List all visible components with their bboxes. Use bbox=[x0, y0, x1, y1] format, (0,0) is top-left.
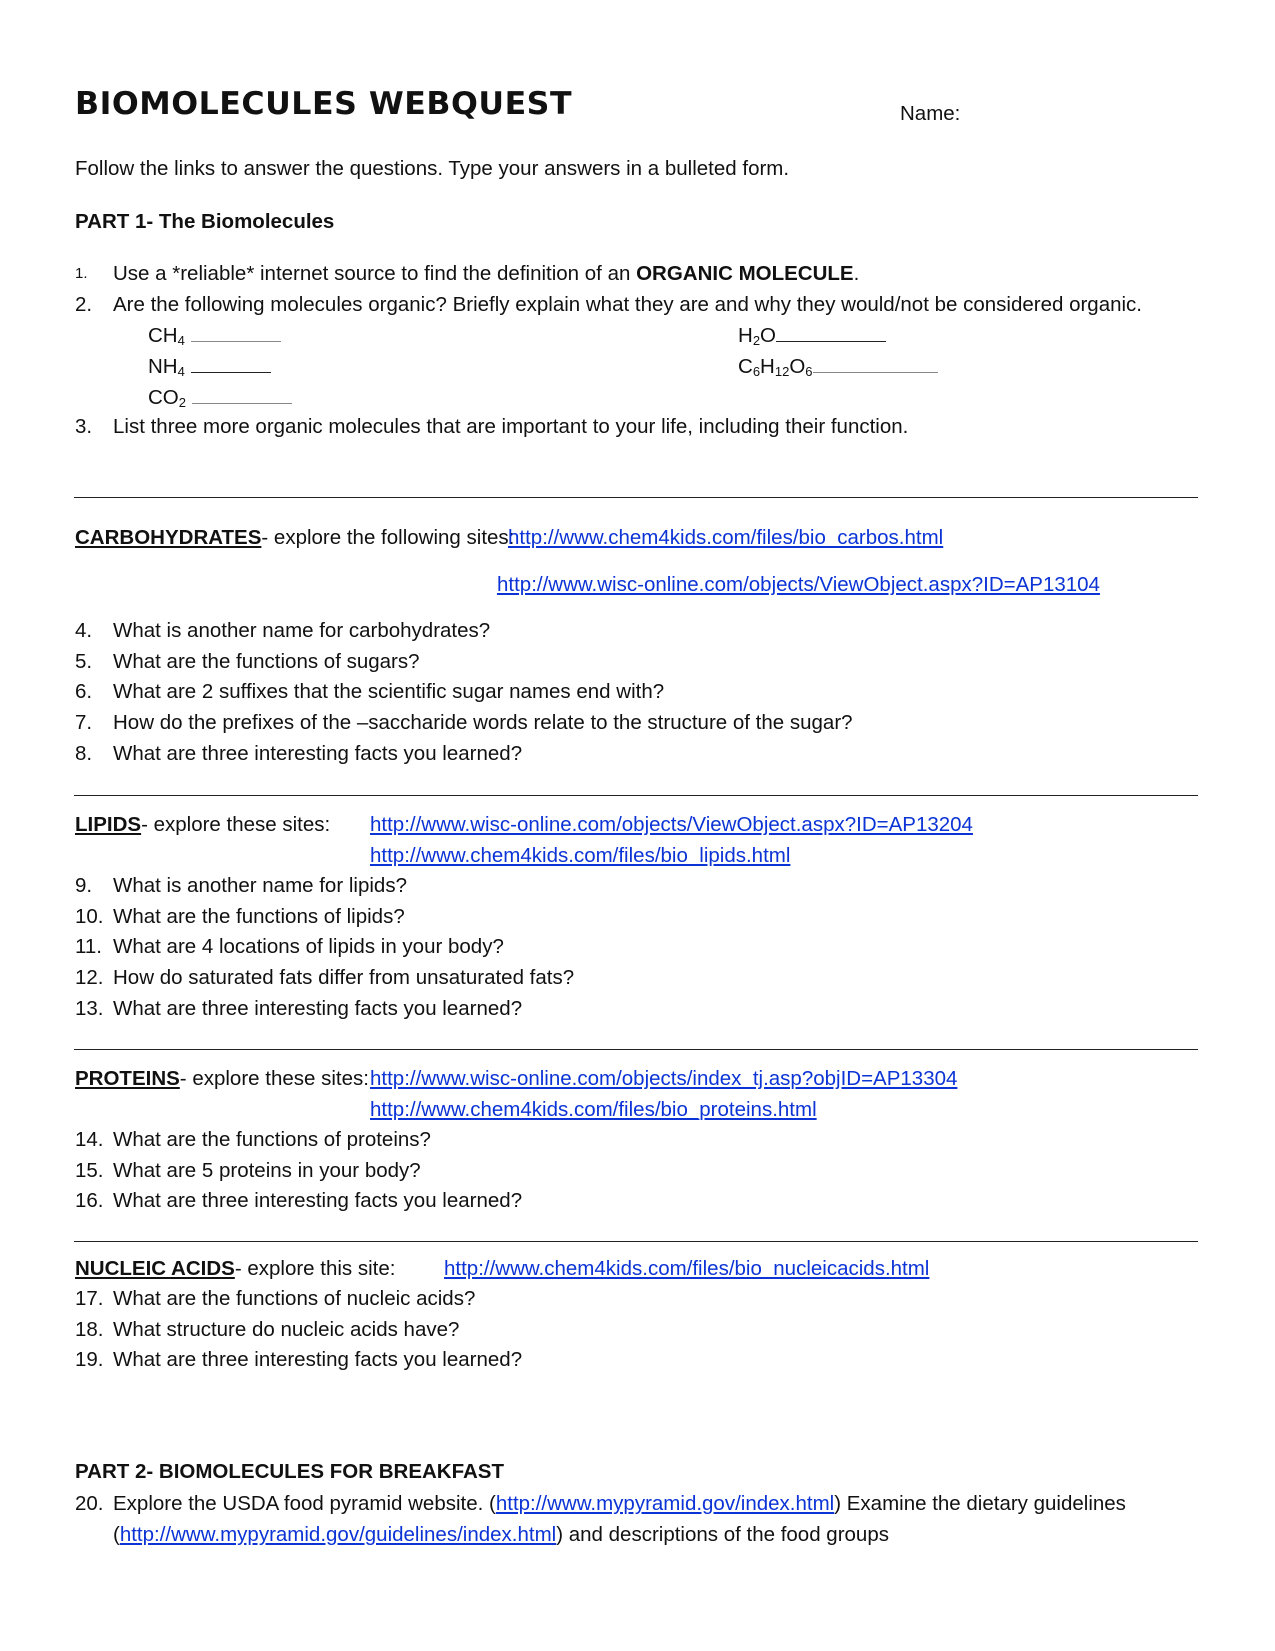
question-text: What structure do nucleic acids have? bbox=[113, 1317, 460, 1341]
molecule-h2o: $H_2O$ bbox=[738, 323, 886, 348]
question-text: What are 4 locations of lipids in your body? bbox=[113, 935, 504, 959]
answer-blank[interactable] bbox=[192, 385, 292, 404]
answer-blank[interactable] bbox=[776, 323, 886, 342]
question-text: What are the functions of lipids? bbox=[113, 904, 405, 928]
lipids-link-chem4kids[interactable]: http://www.chem4kids.com/files/bio_lipids.html bbox=[370, 844, 791, 867]
question-text: What is another name for carbohydrates? bbox=[113, 619, 491, 642]
question-number: 18. bbox=[75, 1317, 104, 1341]
question-text: How do the prefixes of the –saccharide words relate to the structure of the sugar? bbox=[113, 711, 853, 735]
question-number: 2. bbox=[75, 293, 93, 316]
proteins-link-wisc[interactable]: http://www.wisc-online.com/objects/index_tj.asp?objID=AP13304 bbox=[370, 1067, 958, 1090]
molecule-glucose: $C_6H_{12}O_6$ bbox=[738, 354, 938, 379]
question-text: What are three interesting facts you learned? bbox=[113, 741, 523, 765]
question-number: 13. bbox=[75, 996, 104, 1020]
lipids-header: LIPIDS- explore these sites: bbox=[75, 813, 331, 836]
question-number: 20. bbox=[75, 1492, 104, 1515]
question-number: 10. bbox=[75, 904, 104, 928]
section-divider bbox=[74, 1049, 1198, 1050]
carbohydrates-header: CARBOHYDRATES- explore the following sites: bbox=[75, 526, 515, 549]
molecule-ch4: $CH_4$ bbox=[148, 323, 281, 348]
question-number: 16. bbox=[75, 1189, 104, 1213]
question-text: What are three interesting facts you learned? bbox=[113, 1348, 523, 1372]
page-title: BIOMOLECULES WEBQUEST bbox=[75, 86, 573, 122]
question-number: 15. bbox=[75, 1158, 104, 1182]
question-number: 7. bbox=[75, 711, 93, 735]
question-text: List three more organic molecules that are important to your life, including their function. bbox=[113, 415, 909, 438]
question-number: 12. bbox=[75, 966, 104, 990]
lipids-title: LIPIDS bbox=[75, 813, 142, 836]
section-divider bbox=[74, 795, 1198, 796]
answer-blank[interactable] bbox=[813, 354, 938, 373]
question-number: 1. bbox=[75, 265, 88, 282]
mypyramid-guidelines-link[interactable]: http://www.mypyramid.gov/guidelines/index.html bbox=[119, 1523, 557, 1546]
question-text: What are 5 proteins in your body? bbox=[113, 1158, 421, 1182]
question-number: 5. bbox=[75, 649, 93, 673]
part2-heading: PART 2- BIOMOLECULES FOR BREAKFAST bbox=[75, 1460, 504, 1483]
molecule-nh4: $NH_4$ bbox=[148, 354, 271, 379]
question-text: What are three interesting facts you learned? bbox=[113, 996, 523, 1020]
question-number: 8. bbox=[75, 741, 93, 765]
question-text: What are three interesting facts you learned? bbox=[113, 1189, 523, 1213]
question-text: What are the functions of nucleic acids? bbox=[113, 1287, 476, 1310]
question-text: What are the functions of proteins? bbox=[113, 1128, 431, 1151]
answer-blank[interactable] bbox=[191, 354, 271, 373]
carbohydrates-link-chem4kids[interactable]: http://www.chem4kids.com/files/bio_carbos.html bbox=[508, 526, 944, 549]
question-text: What are 2 suffixes that the scientific sugar names end with? bbox=[113, 680, 665, 704]
name-label: Name: bbox=[900, 102, 961, 125]
question-text-line2: (http://www.mypyramid.gov/guidelines/index.html) and descriptions of the food groups bbox=[113, 1523, 889, 1546]
mypyramid-index-link[interactable]: http://www.mypyramid.gov/index.html bbox=[495, 1492, 835, 1515]
question-number: 17. bbox=[75, 1287, 104, 1310]
nucleic-acids-link-chem4kids[interactable]: http://www.chem4kids.com/files/bio_nucleicacids.html bbox=[444, 1257, 930, 1280]
question-text: What are the functions of sugars? bbox=[113, 649, 420, 673]
section-divider bbox=[74, 497, 1198, 498]
question-text-line1: Explore the USDA food pyramid website. (http://www.mypyramid.gov/index.html) Examine the dietary guidelines bbox=[113, 1492, 1126, 1515]
answer-blank[interactable] bbox=[191, 323, 281, 342]
molecule-co2: $CO_2$ bbox=[148, 385, 292, 410]
question-number: 6. bbox=[75, 680, 93, 704]
organic-molecule-term: ORGANIC MOLECULE bbox=[636, 262, 854, 285]
proteins-link-chem4kids[interactable]: http://www.chem4kids.com/files/bio_proteins.html bbox=[370, 1098, 817, 1121]
proteins-header: PROTEINS- explore these sites: bbox=[75, 1067, 369, 1090]
nucleic-acids-title: NUCLEIC ACIDS bbox=[75, 1257, 235, 1280]
nucleic-acids-header: NUCLEIC ACIDS- explore this site: bbox=[75, 1257, 396, 1280]
part1-heading: PART 1- The Biomolecules bbox=[75, 210, 335, 233]
proteins-title: PROTEINS bbox=[75, 1067, 180, 1090]
question-text: Use a *reliable* internet source to find the definition of an ORGANIC MOLECULE. bbox=[113, 262, 860, 285]
question-number: 14. bbox=[75, 1128, 104, 1151]
lipids-link-wisc[interactable]: http://www.wisc-online.com/objects/ViewObject.aspx?ID=AP13204 bbox=[370, 813, 973, 836]
carbohydrates-link-wisc[interactable]: http://www.wisc-online.com/objects/ViewObject.aspx?ID=AP13104 bbox=[497, 573, 1100, 596]
question-text: How do saturated fats differ from unsaturated fats? bbox=[113, 966, 575, 990]
question-number: 9. bbox=[75, 874, 93, 897]
question-number: 4. bbox=[75, 619, 93, 642]
question-number: 11. bbox=[75, 935, 102, 959]
instructions: Follow the links to answer the questions. Type your answers in a bulleted form. bbox=[75, 157, 790, 180]
carbohydrates-title: CARBOHYDRATES bbox=[75, 526, 262, 549]
question-number: 3. bbox=[75, 415, 93, 438]
section-divider bbox=[74, 1241, 1198, 1242]
question-text: Are the following molecules organic? Briefly explain what they are and why they would/not be considered organic. bbox=[113, 293, 1143, 316]
question-text: What is another name for lipids? bbox=[113, 874, 407, 897]
question-number: 19. bbox=[75, 1348, 104, 1372]
